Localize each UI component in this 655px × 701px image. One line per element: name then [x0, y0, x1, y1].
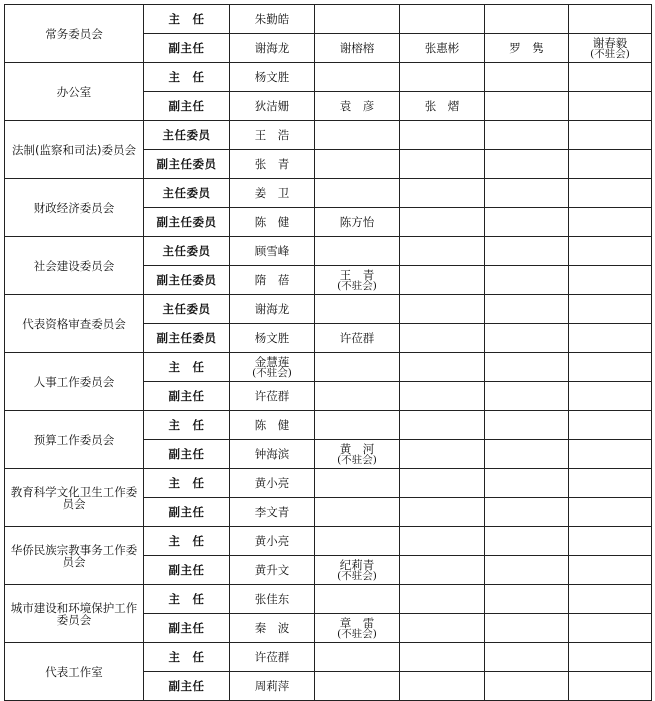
- person-cell: [230, 353, 315, 382]
- person-cell: [485, 411, 569, 440]
- position-title: 主 任: [144, 411, 230, 440]
- person-cell: [569, 585, 652, 614]
- person-cell: [569, 672, 652, 701]
- person-name: 黄 河: [339, 441, 375, 456]
- position-title: 副主任委员: [144, 150, 230, 179]
- person-cell: [569, 527, 652, 556]
- person-cell: [400, 237, 485, 266]
- non-resident-note: (不驻会): [337, 627, 377, 640]
- person-cell: [485, 295, 569, 324]
- position-title: 主 任: [144, 643, 230, 672]
- position-title: 副主任委员: [144, 324, 230, 353]
- table-row: [5, 411, 652, 440]
- person-cell: [569, 614, 652, 643]
- person-cell: [230, 208, 315, 237]
- department-name: 法制(监察和司法)委员会: [5, 121, 144, 179]
- person-cell: [485, 643, 569, 672]
- table-row: [5, 585, 652, 614]
- person-cell: [400, 585, 485, 614]
- person-cell: [230, 121, 315, 150]
- position-title: 副主任: [144, 614, 230, 643]
- department-name: 城市建设和环境保护工作委员会: [5, 585, 144, 643]
- non-resident-note: (不驻会): [252, 366, 292, 379]
- person-name: 谢春毅: [592, 35, 628, 50]
- department-name: 人事工作委员会: [5, 353, 144, 411]
- person-cell: [315, 382, 400, 411]
- position-title: 主 任: [144, 469, 230, 498]
- table-row: [5, 469, 652, 498]
- position-title: 副主任: [144, 34, 230, 63]
- person-name: 杨文胜: [254, 331, 290, 345]
- person-cell: [400, 353, 485, 382]
- person-cell: [400, 179, 485, 208]
- person-cell: [569, 92, 652, 121]
- department-name: 代表资格审查委员会: [5, 295, 144, 353]
- person-cell: [315, 208, 400, 237]
- person-cell: [315, 643, 400, 672]
- person-name: 谢海龙: [254, 41, 290, 55]
- person-name: 章 雷: [339, 615, 375, 630]
- position-title: 主任委员: [144, 121, 230, 150]
- person-cell: [485, 121, 569, 150]
- person-name: 李文青: [254, 505, 290, 519]
- position-title: 主任委员: [144, 179, 230, 208]
- person-name: 王 青: [339, 267, 375, 282]
- person-cell: [569, 237, 652, 266]
- person-cell: [315, 469, 400, 498]
- person-cell: [400, 382, 485, 411]
- department-name: 常务委员会: [5, 5, 144, 63]
- person-cell: [569, 34, 652, 63]
- person-cell: [485, 150, 569, 179]
- roster-body: [5, 5, 652, 701]
- person-name: 陈方怡: [339, 215, 375, 229]
- person-cell: [230, 643, 315, 672]
- person-cell: [315, 556, 400, 585]
- person-cell: [485, 527, 569, 556]
- person-cell: [230, 382, 315, 411]
- table-row: [5, 295, 652, 324]
- person-cell: [230, 92, 315, 121]
- person-name: 王 浩: [254, 128, 290, 142]
- table-row: [5, 643, 652, 672]
- person-cell: [315, 237, 400, 266]
- person-cell: [315, 498, 400, 527]
- person-cell: [230, 150, 315, 179]
- person-cell: [400, 63, 485, 92]
- person-cell: [400, 295, 485, 324]
- department-name: 财政经济委员会: [5, 179, 144, 237]
- person-cell: [400, 266, 485, 295]
- person-cell: [485, 556, 569, 585]
- person-cell: [400, 92, 485, 121]
- position-title: 副主任: [144, 382, 230, 411]
- person-cell: [400, 498, 485, 527]
- position-title: 副主任委员: [144, 266, 230, 295]
- table-row: [5, 121, 652, 150]
- person-name: 黄升文: [254, 563, 290, 577]
- person-name: 姜 卫: [254, 186, 290, 200]
- person-cell: [230, 469, 315, 498]
- person-cell: [230, 34, 315, 63]
- person-name: 朱勤皓: [254, 12, 290, 26]
- person-name: 杨文胜: [254, 70, 290, 84]
- department-name: 社会建设委员会: [5, 237, 144, 295]
- department-name: 代表工作室: [5, 643, 144, 701]
- person-name: 周莉萍: [254, 679, 290, 693]
- person-cell: [400, 469, 485, 498]
- person-name: 张 熠: [424, 99, 460, 113]
- person-cell: [400, 121, 485, 150]
- person-cell: [315, 266, 400, 295]
- person-name: 陈 健: [254, 418, 290, 432]
- position-title: 主 任: [144, 527, 230, 556]
- person-cell: [230, 556, 315, 585]
- person-cell: [485, 63, 569, 92]
- person-cell: [230, 672, 315, 701]
- table-row: [5, 353, 652, 382]
- person-cell: [230, 498, 315, 527]
- person-name: 陈 健: [254, 215, 290, 229]
- person-cell: [315, 353, 400, 382]
- person-cell: [230, 266, 315, 295]
- person-cell: [400, 5, 485, 34]
- person-cell: [485, 92, 569, 121]
- person-cell: [485, 5, 569, 34]
- person-name: 狄洁姗: [254, 99, 290, 113]
- person-cell: [400, 672, 485, 701]
- person-cell: [569, 63, 652, 92]
- person-cell: [569, 498, 652, 527]
- table-row: [5, 5, 652, 34]
- person-cell: [485, 614, 569, 643]
- person-cell: [400, 440, 485, 469]
- person-cell: [315, 63, 400, 92]
- person-name: 张惠彬: [424, 41, 460, 55]
- person-cell: [400, 34, 485, 63]
- position-title: 主任委员: [144, 237, 230, 266]
- person-cell: [485, 266, 569, 295]
- person-cell: [485, 179, 569, 208]
- position-title: 副主任: [144, 672, 230, 701]
- position-title: 主 任: [144, 585, 230, 614]
- person-cell: [230, 237, 315, 266]
- person-name: 许莅群: [339, 331, 375, 345]
- person-cell: [569, 179, 652, 208]
- person-name: 罗 隽: [509, 41, 544, 55]
- position-title: 副主任: [144, 556, 230, 585]
- person-cell: [315, 150, 400, 179]
- person-name: 秦 波: [254, 621, 290, 635]
- position-title: 主 任: [144, 353, 230, 382]
- person-cell: [569, 556, 652, 585]
- person-name: 许莅群: [254, 389, 290, 403]
- person-name: 黄小亮: [254, 476, 290, 490]
- person-name: 谢海龙: [254, 302, 290, 316]
- person-cell: [569, 121, 652, 150]
- table-row: [5, 179, 652, 208]
- committee-roster-table: [4, 4, 652, 701]
- person-cell: [569, 208, 652, 237]
- non-resident-note: (不驻会): [590, 47, 630, 60]
- person-cell: [230, 295, 315, 324]
- table-row: [5, 63, 652, 92]
- person-cell: [315, 5, 400, 34]
- person-cell: [400, 150, 485, 179]
- department-name: 办公室: [5, 63, 144, 121]
- person-name: 钟海滨: [254, 447, 290, 461]
- position-title: 副主任: [144, 92, 230, 121]
- person-cell: [569, 469, 652, 498]
- person-name: 纪莉青: [339, 557, 375, 572]
- person-cell: [230, 179, 315, 208]
- person-cell: [569, 150, 652, 179]
- person-cell: [400, 643, 485, 672]
- person-cell: [569, 266, 652, 295]
- person-cell: [485, 208, 569, 237]
- person-cell: [315, 179, 400, 208]
- person-cell: [485, 353, 569, 382]
- person-cell: [400, 208, 485, 237]
- position-title: 主任委员: [144, 295, 230, 324]
- person-name: 谢榕榕: [339, 41, 375, 55]
- person-cell: [315, 121, 400, 150]
- person-cell: [315, 614, 400, 643]
- person-cell: [485, 585, 569, 614]
- person-cell: [569, 295, 652, 324]
- person-cell: [569, 382, 652, 411]
- position-title: 副主任: [144, 498, 230, 527]
- table-row: [5, 527, 652, 556]
- non-resident-note: (不驻会): [337, 279, 377, 292]
- person-cell: [485, 382, 569, 411]
- person-cell: [230, 411, 315, 440]
- person-cell: [400, 411, 485, 440]
- person-cell: [485, 237, 569, 266]
- person-cell: [315, 324, 400, 353]
- person-cell: [569, 353, 652, 382]
- person-cell: [485, 324, 569, 353]
- person-cell: [400, 324, 485, 353]
- person-cell: [315, 411, 400, 440]
- person-cell: [315, 585, 400, 614]
- person-name: 袁 彦: [339, 99, 375, 113]
- department-name: 教育科学文化卫生工作委员会: [5, 469, 144, 527]
- person-cell: [569, 5, 652, 34]
- person-cell: [400, 556, 485, 585]
- person-name: 顾雪峰: [254, 244, 290, 258]
- position-title: 副主任: [144, 440, 230, 469]
- person-cell: [315, 295, 400, 324]
- person-cell: [485, 672, 569, 701]
- department-name: 华侨民族宗教事务工作委员会: [5, 527, 144, 585]
- person-cell: [569, 324, 652, 353]
- person-cell: [230, 527, 315, 556]
- person-name: 黄小亮: [254, 534, 290, 548]
- person-name: 隋 蓓: [254, 273, 290, 287]
- person-cell: [315, 92, 400, 121]
- person-name: 金慧莲: [254, 354, 290, 369]
- position-title: 主 任: [144, 5, 230, 34]
- person-name: 许莅群: [254, 650, 290, 664]
- person-cell: [569, 643, 652, 672]
- person-cell: [230, 63, 315, 92]
- position-title: 副主任委员: [144, 208, 230, 237]
- person-cell: [485, 498, 569, 527]
- person-cell: [569, 440, 652, 469]
- person-cell: [315, 527, 400, 556]
- person-cell: [400, 614, 485, 643]
- department-name: 预算工作委员会: [5, 411, 144, 469]
- non-resident-note: (不驻会): [337, 569, 377, 582]
- person-cell: [315, 34, 400, 63]
- person-cell: [230, 585, 315, 614]
- person-cell: [230, 324, 315, 353]
- person-name: 张 青: [254, 157, 290, 171]
- table-row: [5, 237, 652, 266]
- person-cell: [230, 440, 315, 469]
- person-cell: [230, 614, 315, 643]
- person-name: 张佳东: [254, 592, 290, 606]
- person-cell: [230, 5, 315, 34]
- person-cell: [400, 527, 485, 556]
- person-cell: [485, 469, 569, 498]
- person-cell: [485, 440, 569, 469]
- position-title: 主 任: [144, 63, 230, 92]
- person-cell: [485, 34, 569, 63]
- person-cell: [315, 672, 400, 701]
- non-resident-note: (不驻会): [337, 453, 377, 466]
- person-cell: [315, 440, 400, 469]
- person-cell: [569, 411, 652, 440]
